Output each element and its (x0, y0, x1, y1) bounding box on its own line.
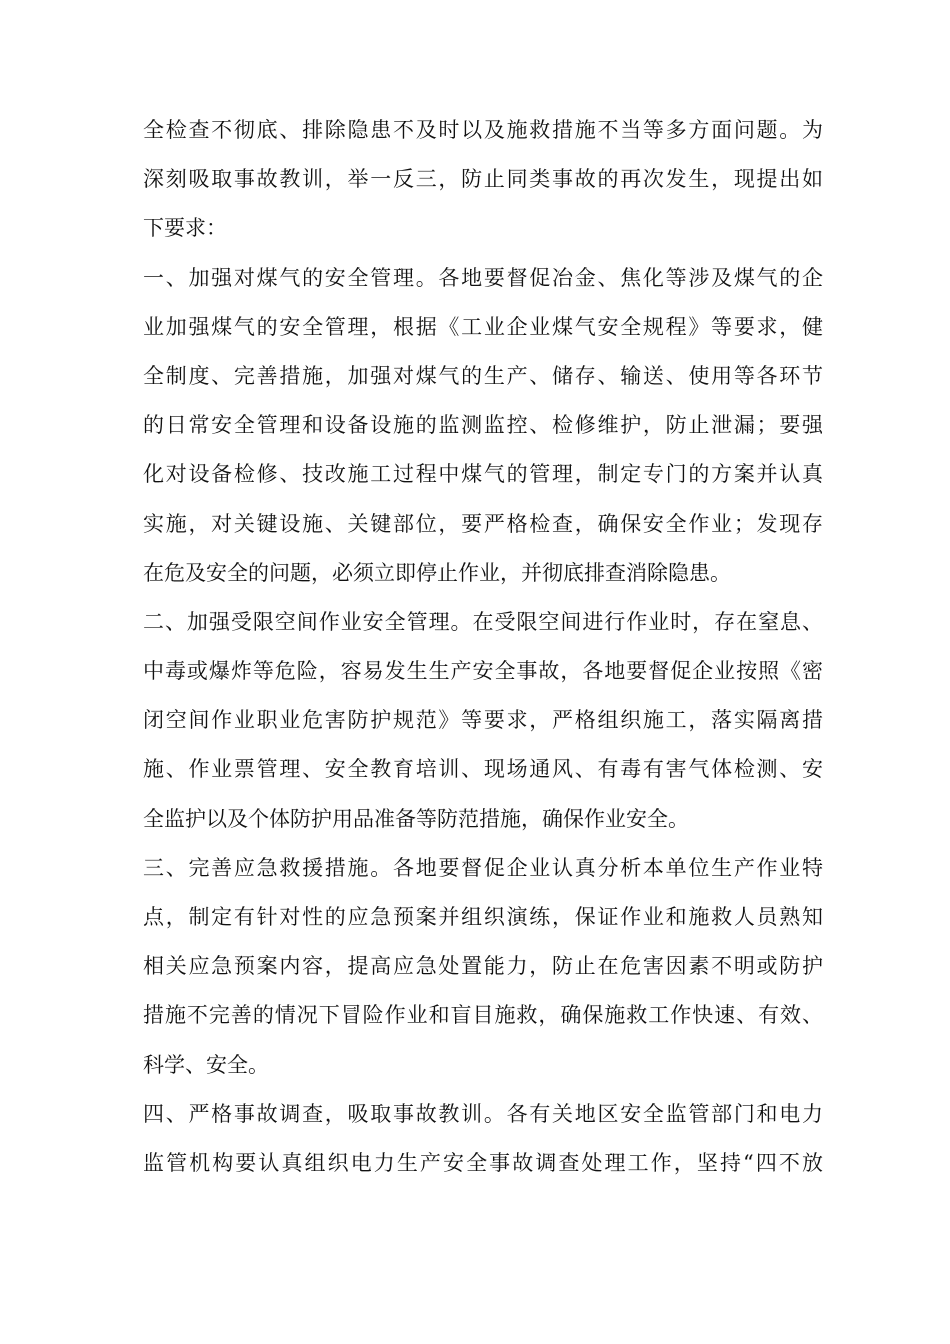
text-line: 全制度、完善措施，加强对煤气的生产、储存、输送、使用等各环节 (143, 363, 823, 388)
text-line: 措施不完善的情况下冒险作业和盲目施救，确保施救工作快速、有效、 (143, 1003, 823, 1028)
text-line: 三、完善应急救援措施。各地要督促企业认真分析本单位生产作业特 (143, 855, 823, 880)
text-line: 中毒或爆炸等危险，容易发生生产安全事故，各地要督促企业按照《密 (143, 659, 823, 684)
text-line: 实施，对关键设施、关键部位，要严格检查，确保安全作业；发现存 (143, 511, 823, 536)
text-line: 点，制定有针对性的应急预案并组织演练，保证作业和施救人员熟知 (143, 905, 823, 929)
text-line: 全监护以及个体防护用品准备等防范措施，确保作业安全。 (143, 806, 689, 831)
text-line: 在危及安全的问题，必须立即停止作业，并彻底排查消除隐患。 (143, 560, 731, 585)
text-line: 闭空间作业职业危害防护规范》等要求，严格组织施工，落实隔离措 (143, 708, 823, 733)
text-line: 化对设备检修、技改施工过程中煤气的管理，制定专门的方案并认真 (143, 462, 823, 487)
body-text (143, 106, 823, 1188)
text-line: 的日常安全管理和设备设施的监测监控、检修维护，防止泄漏；要强 (143, 413, 823, 438)
text-line: 一、加强对煤气的安全管理。各地要督促冶金、焦化等涉及煤气的企 (143, 265, 823, 290)
text-line: 深刻吸取事故教训，举一反三，防止同类事故的再次发生，现提出如 (143, 167, 823, 192)
text-line: 科学、安全。 (143, 1052, 269, 1077)
text-line: 四、严格事故调查，吸取事故教训。各有关地区安全监管部门和电力 (143, 1101, 823, 1126)
text-line: 业加强煤气的安全管理，根据《工业企业煤气安全规程》等要求，健 (143, 314, 823, 339)
text-line: 下要求： (143, 216, 227, 241)
text-line: 二、加强受限空间作业安全管理。在受限空间进行作业时，存在窒息、 (143, 609, 823, 634)
text-line: 施、作业票管理、安全教育培训、现场通风、有毒有害气体检测、安 (143, 757, 823, 782)
text-line: 监管机构要认真组织电力生产安全事故调查处理工作，坚持“四不放 (143, 1150, 823, 1175)
text-line: 相关应急预案内容，提高应急处置能力，防止在危害因素不明或防护 (143, 954, 823, 979)
text-line: 全检查不彻底、排除隐患不及时以及施救措施不当等多方面问题。为 (143, 118, 823, 142)
